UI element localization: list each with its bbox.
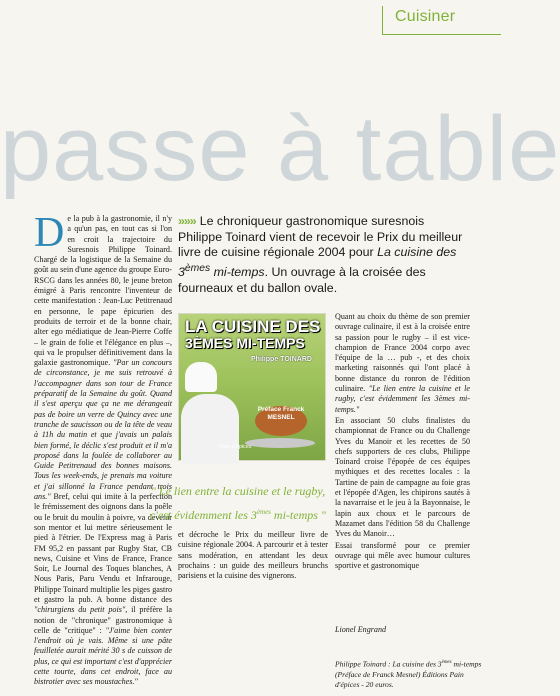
chevron-icon: »»» [178,214,196,228]
cover-subtitle: 3ÈMES MI-TEMPS [185,335,305,351]
left-column [34,210,173,688]
middle-column [178,530,328,581]
intro-paragraph: »»» Le chroniqueur gastronomique suresnois Philippe Toinard vient de recevoir le Prix du meilleur livre de cuisine régionale 2004 pour La cuisine des 3èmes mi-temps. Un ouvrage à la croisée des fourneaux et du ballon ovale. [178,214,463,295]
dish-shape [245,438,315,448]
right-paragraph-1: Quant au choix du thème de son premier ouvrage culinaire, il est à la croisée entre sa passion pour le rugby – il est vice-champion de France 2004 corpo avec l'équipe de la … pub -, et des choix marketing raisonnés qui l'ont placé à bonne distance du ronron de l'édition culinaire. "Le lien entre la cuisine et le rugby, c'est évidemment les 3èmes mi-temps." [335,312,470,414]
right-paragraph-3: Essai transformé pour ce premier ouvrage qui mêle avec humour cultures sportive et gastronomique [335,540,470,571]
right-column [335,312,470,572]
dropcap: D [34,210,65,256]
author-signature: Lionel Engrand [335,625,387,634]
book-cover-image [178,313,326,461]
section-label: Cuisiner [395,8,456,25]
chef-hat-shape [185,362,217,392]
right-bottom-text: et décroche le Prix du meilleur livre de cuisine régionale 2004. A parcourir et à tester sans modération, en attendant les deux prochains : un guide des meilleurs brunchs parisiens et la cuisine des vignerons. [178,530,328,581]
pull-quote: " Le lien entre la cuisine et le rugby, c'est évidemment les 3èmes mi-temps " [150,484,326,522]
cover-author: Philippe TOINARD [251,356,312,363]
chef-figure-shape [181,394,239,464]
section-tab [382,6,501,35]
left-column-text: De la pub à la gastronomie, il n'y a qu'un pas, en tout cas si l'on en croit la trajectoire du Suresnois Philippe Toinard. Chargé de la logistique de la Semaine du goût au sein d'une agence du groupe Euro-RSCG dans les années 80, le jeune breton émigré à Paris rencontre l'inventeur de cette manifestation : Jean-Luc Petitrenaud en personne, le pape épicurien des produits de terroir et de la bonne chair, alter ego médiatique de Jean-Pierre Coffe – le grain de folie et l'élégance en plus –, qui va le propulser définitivement dans la galaxie gastronomique. "Par un concours de circonstance, je me suis retrouvé à l'accompagner dans son tour de France préparatif de la Semaine du goût. Quand il s'est aperçu que ça ne me dérangeait pas de boire un verre de Quincy avec une tranche de saucisson ou de la tête de veau à 11h du matin et que j'avais un palais bien formé, le déclic s'est produit et il m'a proposé dans la foulée de collaborer au Guide Petitrenaud des bonnes maisons. Tous les week-ends, je prenais ma voiture et j'ai sillonné la France pendant trois ans." Bref, celui qui imite à la perfection le frémissement des oignons dans la poêle ou le bruit du moulin à poivre, va devenir son mentor et lui mettre sérieusement le pied à l'étrier. De l'Express mag à Paris FM 95,2 en passant par Rugby Star, CB news, Cuisine et Vins de France, France Soir, Le Journal des Toques blanches, A Nous Paris, Paru Vendu et Infrarouge, Philippe Toinard multiplie les piges gastro et gastro la pub. A bonne distance des "chirurgiens du petit pois", il préfère la notion de "chronique" gastronomique à celle de "critique" : "J'aime bien conter l'endroit où je vais. Même si une pâte feuilletée aurait mérité 30 s de cuisson de plus, ce qui est important c'est d'apprécier cette tourte, dans cet endroit, face au bistrotier avec ses moustaches." [34,210,173,687]
book-title: La cuisine des 3èmes mi-temps [178,245,457,279]
right-paragraph-2: En associant 50 clubs finalistes du championnat de France ou du Challenge Yves du Manoir et les recettes de 50 chefs supporters de ces clubs, Philippe Toinard croise l'épopée de ces équipes mythiques et des recettes locales : la Tartine de pain de campagne au foie gras et l'épopée d'Agen, les chipirons sautés à la navarraise et le jeu à la Bayonnaise, le lapin aux choux et le parcours de Mazamet dans l'édition 58 du Challenge Yves du Manoir… [335,415,470,539]
cover-publisher: Pain d'épices [219,444,252,450]
headline: passe à table [0,98,560,200]
cover-title: LA CUISINE DES [185,317,321,336]
cover-preface-badge: Préface Franck MESNEL [257,406,305,421]
book-caption: Philippe Toinard : La cuisine des 3èmes mi-temps (Préface de Franck Mesnel) Éditions Pain d'épices - 20 euros. [335,659,482,689]
